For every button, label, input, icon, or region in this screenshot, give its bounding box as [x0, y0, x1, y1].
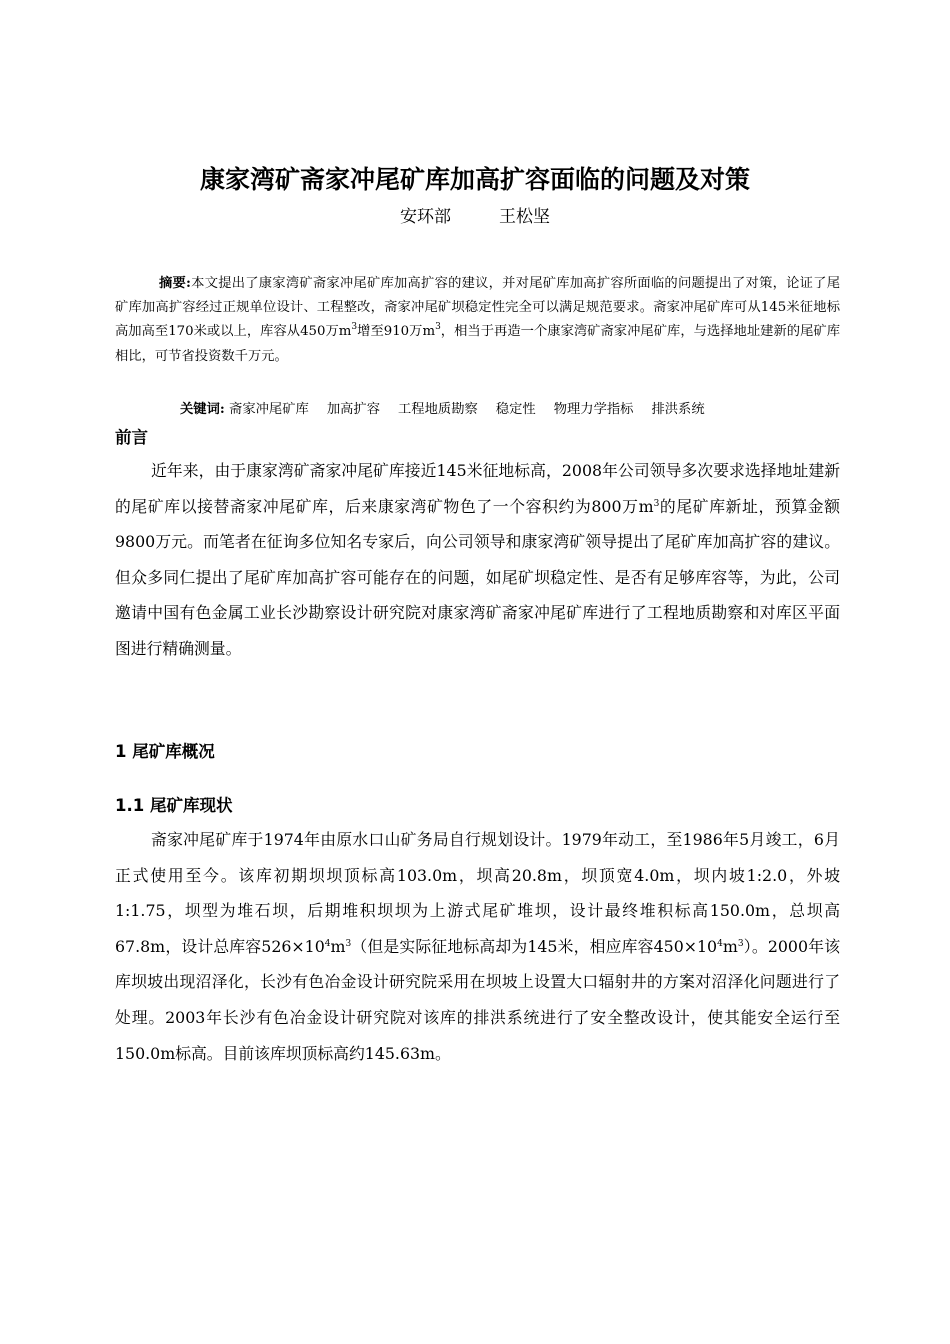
- author-name: 王松坚: [499, 207, 550, 227]
- superscript: 4: [717, 938, 723, 949]
- abstract-text: 增至910万m: [357, 324, 436, 340]
- document-title: 康家湾矿斋家冲尾矿库加高扩容面临的问题及对策: [199, 165, 750, 194]
- superscript: 3: [345, 938, 352, 949]
- preface-heading: 前言: [115, 428, 148, 447]
- superscript: 3: [653, 498, 660, 509]
- preface-paragraph: [115, 453, 840, 667]
- paragraph-text: m: [330, 936, 346, 956]
- paragraph-text: m: [722, 936, 738, 956]
- superscript: 3: [435, 322, 441, 333]
- subsection-heading: 1.1 尾矿库现状: [115, 796, 233, 815]
- paragraph-text: 近年来，由于康家湾矿斋家冲尾矿库接近145米征地标高，2008年公司领导多次要求选择地址建新的尾矿库以接替斋家冲尾矿库，后来康家湾矿物色了一个容积约为800万m: [115, 461, 840, 516]
- keyword: 工程地质勘察: [398, 402, 478, 417]
- paragraph-text: （但是实际征地标高却为145米，相应库容450×10: [351, 936, 718, 956]
- keyword: 斋家冲尾矿库: [229, 402, 309, 417]
- abstract-label: 摘要:: [159, 276, 191, 291]
- keyword: 排洪系统: [651, 402, 705, 417]
- superscript: 3: [351, 322, 358, 333]
- keyword: 加高扩容: [326, 402, 381, 417]
- abstract-paragraph: [115, 272, 840, 369]
- author-line: [0, 202, 950, 227]
- paragraph-text: 斋家冲尾矿库于1974年由原水口山矿务局自行规划设计。1979年动工，至1986年5月竣工，6月正式使用至今。该库初期坝坝顶标高103.0m，坝高20.8m，坝顶宽4.0m，坝内坡1:2.0，外坡1:1.75，坝型为堆石坝，后期堆积坝坝为上游式尾矿堆坝，设计最终堆积标高150.0m，总坝高67.8m，设计总库容526×10: [115, 830, 840, 956]
- paragraph-text: ）。2000年该库坝坡出现沼泽化，长沙有色冶金设计研究院采用在坝坡上设置大口辐射井的方案对沼泽化问题进行了处理。2003年长沙有色冶金设计研究院对该库的排洪系统进行了安全整改设计，使其能安全运行至150.0m标高。目前该库坝顶标高约145.63m。: [115, 936, 841, 1063]
- superscript: 3: [737, 938, 744, 949]
- abstract-text: ，相当于再造一个康家湾矿斋家冲尾矿库，与选择地址建新的尾矿库相比，可节省投资数千万元。: [115, 324, 841, 364]
- department-name: 安环部: [400, 207, 451, 227]
- section-heading: 1 尾矿库概况: [115, 742, 215, 761]
- paragraph-text: 的尾矿库新址，预算金额9800万元。而笔者在征询多位知名专家后，向公司领导和康家湾矿领导提出了尾矿库加高扩容的建议。但众多同仁提出了尾矿库加高扩容可能存在的问题，如尾矿坝稳定性、是否有足够库容等，为此，公司邀请中国有色金属工业长沙勘察设计研究院对康家湾矿斋家冲尾矿库进行了工程地质勘察和对库区平面图进行精确测量。: [115, 496, 840, 658]
- keyword: 物理力学指标: [553, 402, 634, 417]
- keyword: 稳定性: [495, 402, 536, 417]
- abstract-text: 本文提出了康家湾矿斋家冲尾矿库加高扩容的建议，并对尾矿库加高扩容所面临的问题提出了对策，论证了尾矿库加高扩容经过正规单位设计、工程整改，斋家冲尾矿坝稳定性完全可以满足规范要求。斋家冲尾矿库可从145米征地标高加高至170米或以上，库容从450万m: [115, 276, 840, 340]
- keywords-line: [180, 398, 723, 422]
- status-paragraph: [115, 822, 840, 1071]
- superscript: 4: [324, 938, 331, 949]
- keywords-label: 关键词:: [180, 402, 225, 417]
